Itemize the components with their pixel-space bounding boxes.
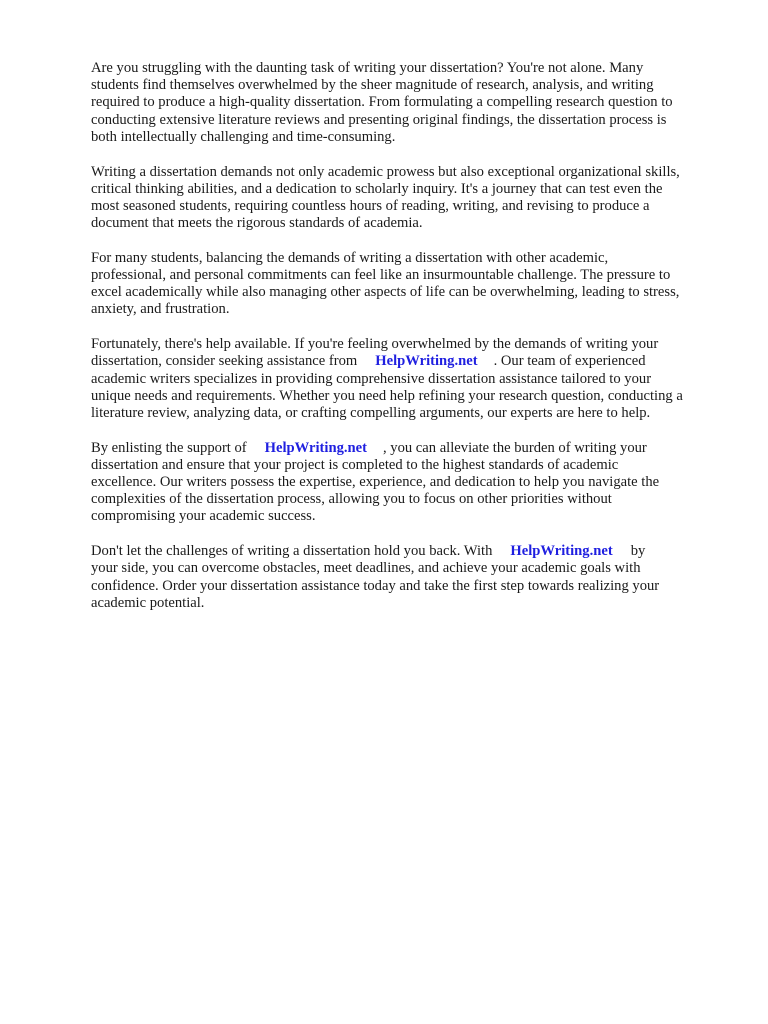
text-segment: By enlisting the support of [91, 439, 247, 456]
paragraph-demands [91, 164, 721, 233]
text-line: literature review, analyzing data, or crafting compelling arguments, our experts are here to help. [91, 404, 651, 421]
text-segment: . Our team of experienced [493, 353, 646, 370]
document-body [91, 60, 721, 629]
text-line: Fortunately, there's help available. If you're feeling overwhelmed by the demands of writing your [91, 336, 659, 353]
text-line: For many students, balancing the demands of writing a dissertation with other academic, [91, 249, 609, 266]
text-segment: dissertation, consider seeking assistance from [91, 353, 358, 370]
paragraph-closing [91, 543, 721, 612]
text-line: Writing a dissertation demands not only academic prowess but also exceptional organizational skills, [91, 163, 680, 180]
text-line: unique needs and requirements. Whether you need help refining your research question, conducting a [91, 387, 683, 404]
paragraph-intro [91, 60, 721, 146]
text-line: your side, you can overcome obstacles, meet deadlines, and achieve your academic goals with [91, 560, 641, 577]
text-line: professional, and personal commitments can feel like an insurmountable challenge. The pressure to [91, 267, 671, 284]
text-line: complexities of the dissertation process, allowing you to focus on other priorities without [91, 491, 612, 508]
text-line: academic writers specializes in providing comprehensive dissertation assistance tailored to your [91, 370, 652, 387]
text-line: anxiety, and frustration. [91, 301, 230, 318]
text-line-with-link [91, 353, 721, 370]
text-line: excel academically while also managing other aspects of life can be overwhelming, leading to stress, [91, 284, 680, 301]
text-line: required to produce a high-quality dissertation. From formulating a compelling research question to [91, 94, 673, 111]
text-line: confidence. Order your dissertation assistance today and take the first step towards realizing your [91, 577, 660, 594]
text-line: document that meets the rigorous standards of academia. [91, 215, 423, 232]
text-line: both intellectually challenging and time-consuming. [91, 128, 396, 145]
text-line: critical thinking abilities, and a dedication to scholarly inquiry. It's a journey that can test even the [91, 180, 663, 197]
text-line: compromising your academic success. [91, 508, 316, 525]
text-line: academic potential. [91, 594, 205, 611]
text-segment: by [630, 543, 646, 560]
paragraph-help [91, 336, 721, 422]
paragraph-balance [91, 250, 721, 319]
text-line: students find themselves overwhelmed by the sheer magnitude of research, analysis, and writing [91, 77, 654, 94]
text-line-with-link [91, 543, 721, 560]
helpwriting-link[interactable]: HelpWriting.net [510, 543, 613, 560]
helpwriting-link[interactable]: HelpWriting.net [375, 353, 478, 370]
text-line: dissertation and ensure that your project is completed to the highest standards of academic [91, 456, 619, 473]
helpwriting-link[interactable]: HelpWriting.net [264, 439, 367, 456]
text-line: Are you struggling with the daunting task of writing your dissertation? You're not alone. Many [91, 60, 644, 76]
text-segment: , you can alleviate the burden of writing your [382, 439, 647, 456]
text-line: most seasoned students, requiring countless hours of reading, writing, and revising to produce a [91, 197, 650, 214]
text-segment: Don't let the challenges of writing a dissertation hold you back. With [91, 543, 493, 560]
text-line: conducting extensive literature reviews and presenting original findings, the dissertation process is [91, 111, 667, 128]
text-line-with-link [91, 440, 721, 457]
text-line: excellence. Our writers possess the expertise, experience, and dedication to help you navigate the [91, 474, 660, 491]
paragraph-support [91, 440, 721, 526]
